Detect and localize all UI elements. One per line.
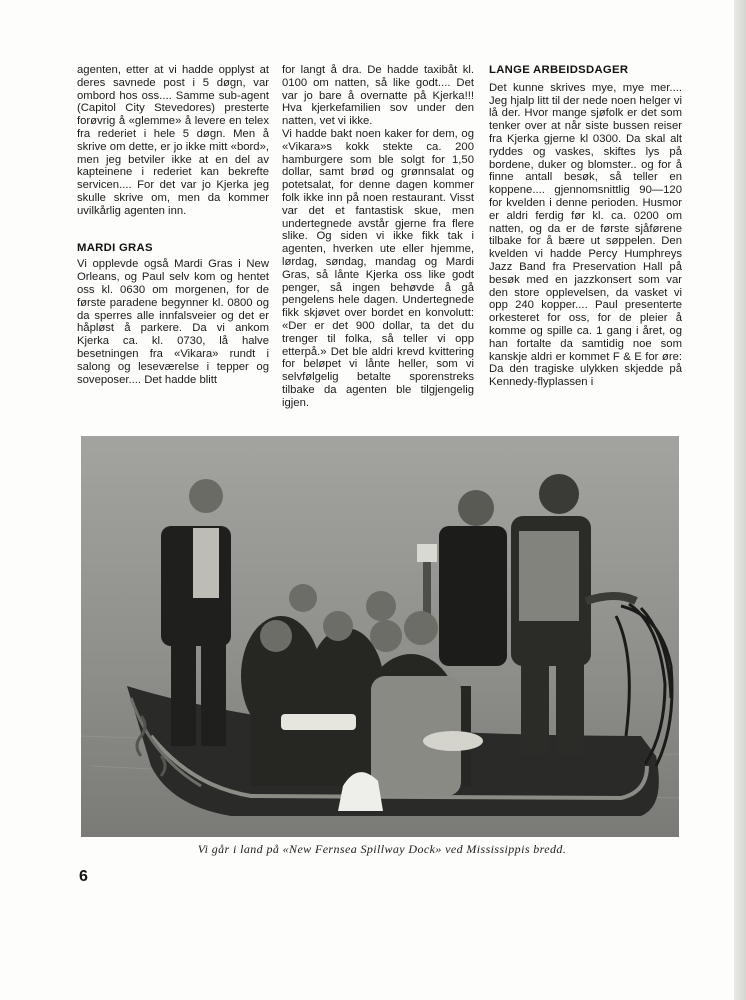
boat-landing-photo [81, 436, 679, 837]
text-column-1 [77, 64, 269, 386]
page-number: 6 [79, 868, 88, 885]
text-column-2 [282, 64, 474, 410]
photo-caption: Vi går i land på «New Fernsea Spillway Dock» ved Mississippis bredd. [197, 842, 567, 856]
column2-paragraph-1: for langt å dra. De hadde taxibåt kl. 0100 om natten, så like godt.... Det var jo bare å overnatte på Kjerka!!! Hva kjerkefamilien sov under den natten, vet vi ikke. [282, 64, 474, 128]
column1-paragraph-1: agenten, etter at vi hadde opplyst at deres savnede post i 5 døgn, var ombord hos oss.... Samme sub-agent (Capitol City Stevedores) presterte forøvrig å «glemme» å levere en telex fra rederiet i hele 5 døgn. Men å skrive om dette, er jo ikke mitt «bord», men jeg betviler ikke at en del av kapteinene i rederiet kan bekrefte servicen.... For det var jo Kjerka jeg skulle skrive om, men da kommer uvilkårlig agenten inn. [77, 64, 269, 217]
section-heading-lange-arbeidsdager: LANGE ARBEIDSDAGER [489, 64, 629, 76]
boat-photo-illustration [81, 436, 679, 837]
section-heading-mardi-gras: MARDI GRAS [77, 241, 153, 254]
text-column-3 [489, 64, 682, 389]
column1-paragraph-2: Vi opplevde også Mardi Gras i New Orleans, og Paul selv kom og hentet oss kl. 0630 om morgenen, for de første paradene begynner kl. 0800 og da sperres alle innfalsveier og det er håpløst å parkere. Da vi ankom Kjerka ca. kl. 0730, lå halve besetningen fra «Vikara» rundt i salong og leseværelse i tepper og soveposer.... Det hadde blitt [77, 258, 269, 386]
page-edge-shadow [734, 0, 746, 1000]
column2-paragraph-2: Vi hadde bakt noen kaker for dem, og «Vikara»s kokk stekte ca. 200 hamburgere som ble solgt for 1,50 dollar, samt brød og grønnsalat og potetsalat, for denne dagen kommer folk ikke inn på noen restaurant. Visst var det et fantastisk skue, men undertegnede avstår gjerne fra flere slike. Og siden vi ikke fikk tak i agenten, hverken ute eller hjemme, lørdag, søndag, mandag og Mardi Gras, så lånte Kjerka oss like godt penger, så ingen behøvde å gå pengelens hele dagen. Undertegnede fikk skjøvet over bordet en konvolutt: «Der er det 900 dollar, ta det du trenger til folka, så teller vi opp etterpå.» Det ble aldri krevd kvittering for beløpet vi lånte heller, som vi selvfølgelig betalte sporenstreks tilbake da agenten ble tilgjengelig igjen. [282, 127, 474, 409]
column3-paragraph-1: Det kunne skrives mye, mye mer.... Jeg hjalp litt til der nede noen helger vi lå der. Hvor mange sjøfolk er det som tenker over at når siste bussen reiser fra Kjerka gjerne kl 0300. Da skal alt ryddes og vaskes, skiftes lys på bordene, duker og blomster.. og for å finne antall besøk, så teller en koppene.... gjennomsnittlig 90—120 for kvelden i denne perioden. Husmor er aldri ferdig før kl. ca. 0200 om natten, og da er de første sjåførene tilbake for å bære ut søppelen. Den kvelden vi hadde Percy Humphreys Jazz Band fra Preservation Hall på besøk med en jazzkonsert som var den store opplevelsen, da vasket vi opp 240 kopper.... Paul presenterte orkesteret for oss, for de pleier å komme og spille ca. 1 gang i året, og han fortalte da samtidig noe som kanskje aldri er kommet F & E for øre: Da den tragiske ulykken skjedde på Kennedy-flyplassen i [489, 81, 682, 389]
